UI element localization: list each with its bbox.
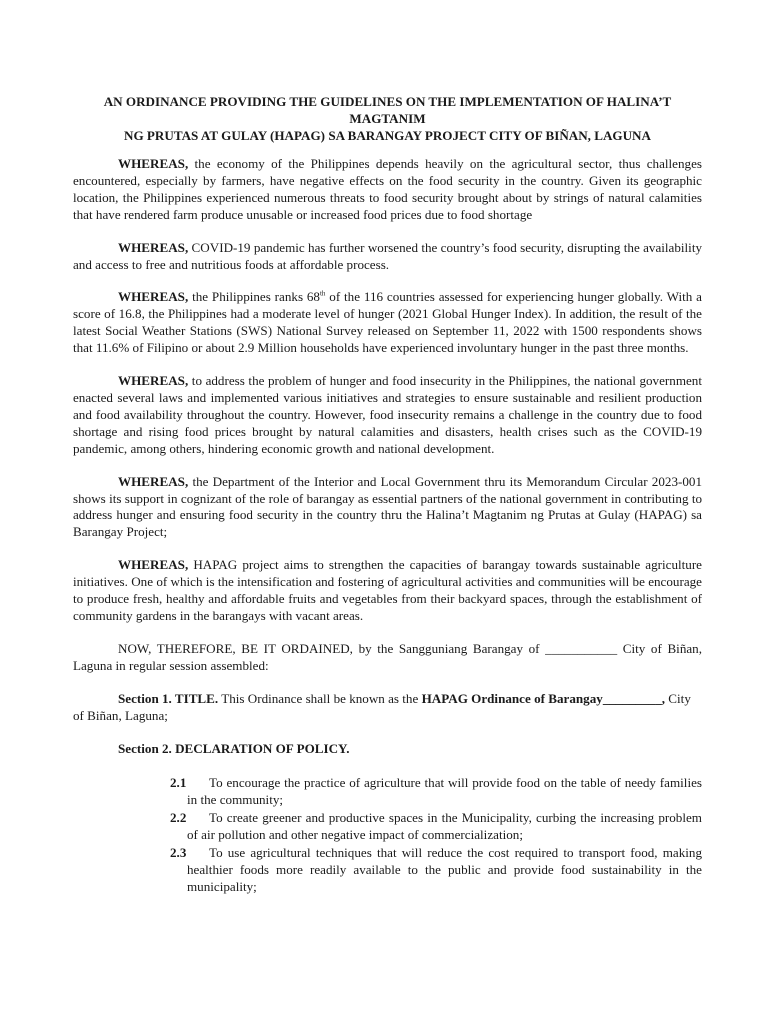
- title-line-1: AN ORDINANCE PROVIDING THE GUIDELINES ON THE IMPLEMENTATION OF HALINA’T MAGTANIM: [103, 94, 672, 126]
- policy-item: [73, 775, 702, 809]
- whereas-label: WHEREAS,: [118, 289, 189, 305]
- document-title: [73, 93, 702, 144]
- policy-item-text: To use agricultural techniques that will reduce the cost required to transport food, making healthier foods more readily available to the public and provide food sustainability in the municipality;: [187, 845, 702, 894]
- whereas-text-cont: of the 116 countries assessed for experiencing hunger globally. With a score of 16.8, the Philippines had a moderate level of hunger (2021 Global Hunger Index). In addition, the result of the latest Social Weather Stations (SWS) National Survey released on September 11, 2022 with 1500 respondents shows that 11.6% of Filipino or about 2.9 Million households have experienced involuntary hunger in the past three months.: [73, 289, 702, 356]
- policy-list: [73, 775, 702, 895]
- whereas-text: the economy of the Philippines depends heavily on the agricultural sector, thus challenges encountered, especially by farmers, have negative effects on the food security in the country. Given its geographic location, the Philippines experienced numerous threats to food security brought about by strings of natural calamities that have rendered farm produce unusable or increased food prices due to food shortage: [73, 156, 702, 222]
- policy-item: [73, 810, 702, 844]
- whereas-clause-4: [73, 373, 702, 458]
- whereas-text: HAPAG project aims to strengthen the capacities of barangay towards sustainable agriculture initiatives. One of which is the intensification and fostering of agricultural activities and communities will be encourage to produce fresh, healthy and affordable fruits and vegetables from their backyard spaces, through the establishment of community gardens in the barangays with vacant areas.: [73, 557, 702, 623]
- policy-item-number: 2.3: [170, 845, 187, 860]
- section-1-tail: City of Biñan, Laguna;: [73, 690, 691, 723]
- section-1-ordinance-name: HAPAG Ordinance of Barangay_________,: [421, 690, 666, 706]
- whereas-text: the Department of the Interior and Local Government thru its Memorandum Circular 2023-001 shows its support in cognizant of the role of barangay as essential partners of the national government in contributing to address hunger and ensuring food security in the country thru the Halina’t Magtanim ng Prutas at Gulay (HAPAG) sa Barangay Project;: [73, 473, 702, 540]
- ordinal-suffix: th: [319, 290, 326, 299]
- whereas-label: WHEREAS,: [118, 156, 189, 171]
- title-line-2: NG PRUTAS AT GULAY (HAPAG) SA BARANGAY PROJECT CITY OF BIÑAN, LAGUNA: [124, 128, 651, 143]
- whereas-clause-1: [73, 156, 702, 224]
- section-1: [73, 691, 702, 725]
- policy-item-number: 2.2: [170, 810, 187, 826]
- section-1-heading: Section 1. TITLE.: [118, 690, 219, 706]
- section-2-heading: Section 2. DECLARATION OF POLICY.: [118, 741, 350, 757]
- section-1-text: This Ordinance shall be known as the: [218, 690, 422, 706]
- whereas-clause-2: [73, 240, 702, 274]
- whereas-clause-6: [73, 557, 702, 625]
- whereas-text: to address the problem of hunger and food insecurity in the Philippines, the national government enacted several laws and implemented various initiatives and strategies to ensure sustainable and resilient production and food availability throughout the country. However, food insecurity remains a challenge in the country due to food shortage and rising food prices brought by natural calamities and disasters, health crises such as the COVID-19 pandemic, among others, hindering economic growth and national development.: [73, 373, 702, 456]
- whereas-label: WHEREAS,: [118, 557, 189, 573]
- whereas-text: COVID-19 pandemic has further worsened the country’s food security, disrupting the availability and access to free and nutritious foods at affordable process.: [73, 239, 702, 272]
- whereas-clause-3: [73, 289, 702, 357]
- policy-item: [73, 845, 702, 896]
- whereas-text: the Philippines ranks 68: [188, 289, 320, 305]
- policy-item-text: To create greener and productive spaces in the Municipality, curbing the increasing problem of air pollution and other negative impact of commercialization;: [187, 810, 702, 843]
- policy-item-text: To encourage the practice of agriculture that will provide food on the table of needy families in the community;: [187, 775, 702, 808]
- whereas-clause-5: [73, 474, 702, 542]
- whereas-label: WHEREAS,: [118, 373, 189, 389]
- whereas-label: WHEREAS,: [118, 239, 189, 255]
- policy-item-number: 2.1: [170, 775, 187, 791]
- ordaining-clause: NOW, THEREFORE, BE IT ORDAINED, by the Sangguniang Barangay of ___________ City of Biñan, Laguna in regular session assembled:: [73, 640, 702, 673]
- whereas-label: WHEREAS,: [118, 473, 189, 489]
